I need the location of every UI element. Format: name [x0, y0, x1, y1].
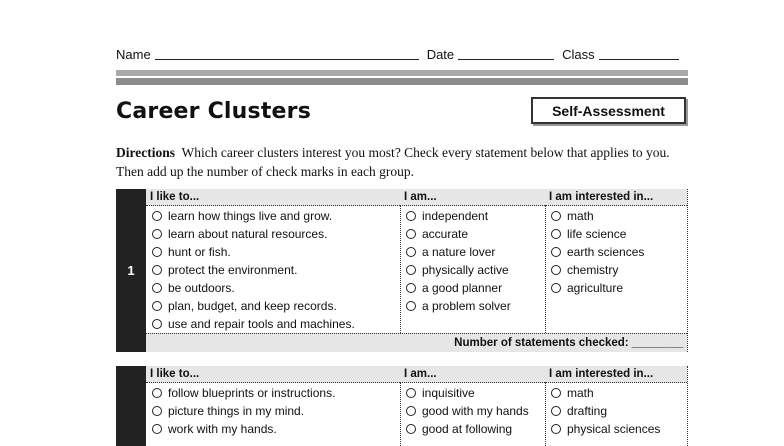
cluster-group-1 — [116, 189, 688, 352]
checklist-item[interactable] — [406, 207, 545, 225]
checklist-item-label: plan, budget, and keep records. — [168, 299, 337, 313]
checkbox-circle-icon[interactable] — [152, 229, 162, 239]
checkbox-circle-icon[interactable] — [551, 424, 561, 434]
checkbox-circle-icon[interactable] — [551, 265, 561, 275]
column-heading: I am interested in... — [545, 189, 687, 206]
checkbox-circle-icon[interactable] — [406, 229, 416, 239]
checklist-item-label: life science — [567, 227, 627, 241]
checklist-item[interactable] — [152, 402, 400, 420]
checkbox-circle-icon[interactable] — [152, 424, 162, 434]
cluster-group-2 — [116, 366, 688, 446]
checkbox-circle-icon[interactable] — [551, 247, 561, 257]
traits-column — [400, 189, 546, 333]
checkbox-circle-icon[interactable] — [152, 211, 162, 221]
checklist-item-label: protect the environment. — [168, 263, 298, 277]
checklist-item[interactable] — [152, 207, 400, 225]
column-heading: I am... — [400, 366, 545, 383]
student-info-line — [116, 44, 690, 62]
checklist-item-label: be outdoors. — [168, 281, 235, 295]
checklist-item-label: picture things in my mind. — [168, 404, 305, 418]
checklist-item[interactable] — [406, 279, 545, 297]
page-title: Career Clusters — [116, 99, 312, 124]
checklist-item[interactable] — [152, 261, 400, 279]
checkbox-circle-icon[interactable] — [551, 229, 561, 239]
checklist-item-label: learn how things live and grow. — [168, 209, 333, 223]
checklist-item-label: learn about natural resources. — [168, 227, 328, 241]
checkbox-circle-icon[interactable] — [152, 388, 162, 398]
directions-label: Directions — [116, 145, 175, 160]
checklist-item-label: math — [567, 386, 594, 400]
checklist-item[interactable] — [551, 420, 687, 438]
checklist-item-label: follow blueprints or instructions. — [168, 386, 336, 400]
self-assessment-badge: Self-Assessment — [531, 97, 686, 124]
checkbox-circle-icon[interactable] — [152, 406, 162, 416]
checklist-item-label: a problem solver — [422, 299, 511, 313]
checklist-item[interactable] — [406, 243, 545, 261]
checklist-item-label: physically active — [422, 263, 509, 277]
checklist-item-label: drafting — [567, 404, 608, 418]
interests-column — [545, 366, 687, 446]
group-number — [116, 366, 146, 446]
statements-checked-footer: Number of statements checked: ________ — [146, 333, 687, 352]
checklist-item[interactable] — [152, 420, 400, 438]
checkbox-circle-icon[interactable] — [406, 283, 416, 293]
checklist-item[interactable] — [406, 297, 545, 315]
date-field[interactable] — [458, 45, 554, 60]
checkbox-circle-icon[interactable] — [406, 406, 416, 416]
checklist-item[interactable] — [152, 225, 400, 243]
interests-column — [545, 189, 687, 333]
checklist-item[interactable] — [551, 279, 687, 297]
checkbox-circle-icon[interactable] — [551, 211, 561, 221]
likes-column — [146, 189, 401, 333]
checklist-item[interactable] — [406, 261, 545, 279]
checkbox-circle-icon[interactable] — [152, 265, 162, 275]
column-heading: I am... — [400, 189, 545, 206]
group-table — [146, 366, 688, 446]
date-label: Date — [426, 47, 455, 62]
directions — [116, 143, 676, 181]
checklist-item[interactable] — [406, 225, 545, 243]
checklist-item-label: independent — [422, 209, 489, 223]
name-label: Name — [116, 47, 151, 62]
checkbox-circle-icon[interactable] — [152, 301, 162, 311]
checklist-item[interactable] — [152, 243, 400, 261]
checkbox-circle-icon[interactable] — [152, 319, 162, 329]
checkbox-circle-icon[interactable] — [406, 265, 416, 275]
checklist-item-label: agriculture — [567, 281, 624, 295]
checkbox-circle-icon[interactable] — [406, 301, 416, 311]
column-heading: I like to... — [146, 189, 400, 206]
group-number: 1 — [116, 189, 146, 352]
name-field[interactable] — [155, 45, 419, 60]
checklist-item-label: good with my hands — [422, 404, 529, 418]
group-table — [146, 189, 688, 352]
class-field[interactable] — [599, 45, 679, 60]
checkbox-circle-icon[interactable] — [406, 388, 416, 398]
checkbox-circle-icon[interactable] — [406, 424, 416, 434]
checklist-item-label: accurate — [422, 227, 469, 241]
checklist-item-label: physical sciences — [567, 422, 661, 436]
checklist-item[interactable] — [551, 384, 687, 402]
traits-column — [400, 366, 546, 446]
checklist-item-label: inquisitive — [422, 386, 475, 400]
directions-text: Which career clusters interest you most? Check every statement below that applies to you. Then add up the number of check marks in each group. — [116, 145, 670, 179]
class-label: Class — [562, 47, 595, 62]
checkbox-circle-icon[interactable] — [406, 211, 416, 221]
checklist-item-label: use and repair tools and machines. — [168, 317, 355, 331]
checklist-item[interactable] — [406, 402, 545, 420]
checkbox-circle-icon[interactable] — [406, 247, 416, 257]
checkbox-circle-icon[interactable] — [152, 247, 162, 257]
checklist-item[interactable] — [152, 315, 400, 333]
checklist-item[interactable] — [551, 207, 687, 225]
checklist-item-label: math — [567, 209, 594, 223]
header-divider-bars — [116, 70, 688, 86]
checklist-item[interactable] — [551, 261, 687, 279]
checklist-item-label: a good planner — [422, 281, 503, 295]
checklist-item[interactable] — [551, 243, 687, 261]
checklist-item-label: hunt or fish. — [168, 245, 231, 259]
checkbox-circle-icon[interactable] — [551, 283, 561, 293]
checklist-item[interactable] — [551, 225, 687, 243]
checklist-item-label: chemistry — [567, 263, 619, 277]
checkbox-circle-icon[interactable] — [551, 406, 561, 416]
checklist-item[interactable] — [551, 402, 687, 420]
checkbox-circle-icon[interactable] — [152, 283, 162, 293]
column-heading: I like to... — [146, 366, 400, 383]
checklist-item[interactable] — [152, 297, 400, 315]
checklist-item-label: earth sciences — [567, 245, 645, 259]
checkbox-circle-icon[interactable] — [551, 388, 561, 398]
checklist-item-label: work with my hands. — [168, 422, 277, 436]
checklist-item-label: good at following — [422, 422, 513, 436]
checklist-item[interactable] — [152, 384, 400, 402]
checklist-item[interactable] — [406, 384, 545, 402]
likes-column — [146, 366, 401, 446]
column-heading: I am interested in... — [545, 366, 687, 383]
checklist-item[interactable] — [152, 279, 400, 297]
checklist-item[interactable] — [406, 420, 545, 438]
checklist-item-label: a nature lover — [422, 245, 496, 259]
